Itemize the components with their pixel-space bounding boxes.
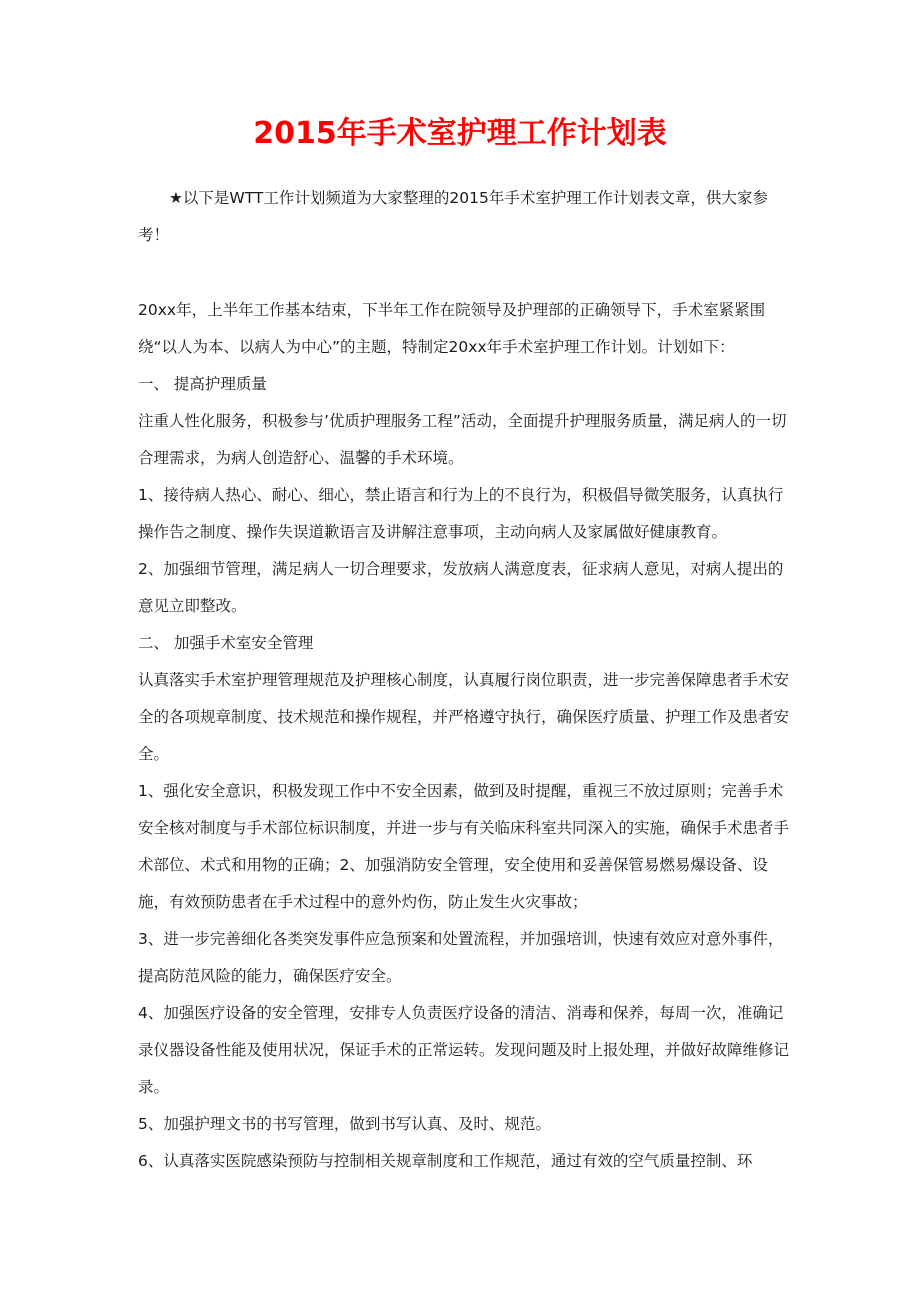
list-item: 3、进一步完善细化各类突发事件应急预案和处置流程，并加强培训，快速有效应对意外事件，提高防范风险的能力，确保医疗安全。 [138,930,784,985]
list-item: 5、加强护理文书的书写管理，做到书写认真、及时、规范。 [138,1115,551,1133]
paragraph: 认真落实手术室护理管理规范及护理核心制度，认真履行岗位职责，进一步完善保障患者手术安全的各项规章制度、技术规范和操作规程，并严格遵守执行，确保医疗质量、护理工作及患者安全。 [138,671,790,763]
list-item: 1、强化安全意识，积极发现工作中不安全因素，做到及时提醒，重视三不放过原则；完善手术安全核对制度与手术部位标识制度，并进一步与有关临床科室共同深入的实施，确保手术患者手术部位、术式和用物的正确；2、加强消防安全管理，安全使用和妥善保管易燃易爆设备、设施，有效预防患者在手术过程中的意外灼伤，防止发生火灾事故； [138,782,790,911]
section-heading-2: 二、 加强手术室安全管理 [138,634,314,652]
list-item: 1、接待病人热心、耐心、细心，禁止语言和行为上的不良行为，积极倡导微笑服务，认真执行操作告之制度、操作失误道歉语言及讲解注意事项，主动向病人及家属做好健康教育。 [138,486,784,541]
intro-paragraph: ★以下是WTT工作计划频道为大家整理的2015年手术室护理工作计划表文章，供大家参考！ [138,189,768,244]
list-item: 4、加强医疗设备的安全管理，安排专人负责医疗设备的清洁、消毒和保养，每周一次，准确记录仪器设备性能及使用状况，保证手术的正常运转。发现问题及时上报处理，并做好故障维修记录。 [138,1004,790,1096]
section-heading-1: 一、 提高护理质量 [138,375,267,393]
list-item: 2、加强细节管理，满足病人一切合理要求，发放病人满意度表，征求病人意见，对病人提出的意见立即整改。 [138,560,784,615]
paragraph: 注重人性化服务，积极参与’优质护理服务工程”活动，全面提升护理服务质量，满足病人的一切合理需求，为病人创造舒心、温馨的手术环境。 [138,412,787,467]
document-title: 2015年手术室护理工作计划表 [253,116,667,152]
paragraph-opening: 20xx年，上半年工作基本结束，下半年工作在院领导及护理部的正确领导下，手术室紧紧围绕“以人为本、以病人为中心”的主题，特制定20xx年手术室护理工作计划。计划如下： [138,301,766,356]
list-item: 6、认真落实医院感染预防与控制相关规章制度和工作规范，通过有效的空气质量控制、环 [138,1152,753,1170]
